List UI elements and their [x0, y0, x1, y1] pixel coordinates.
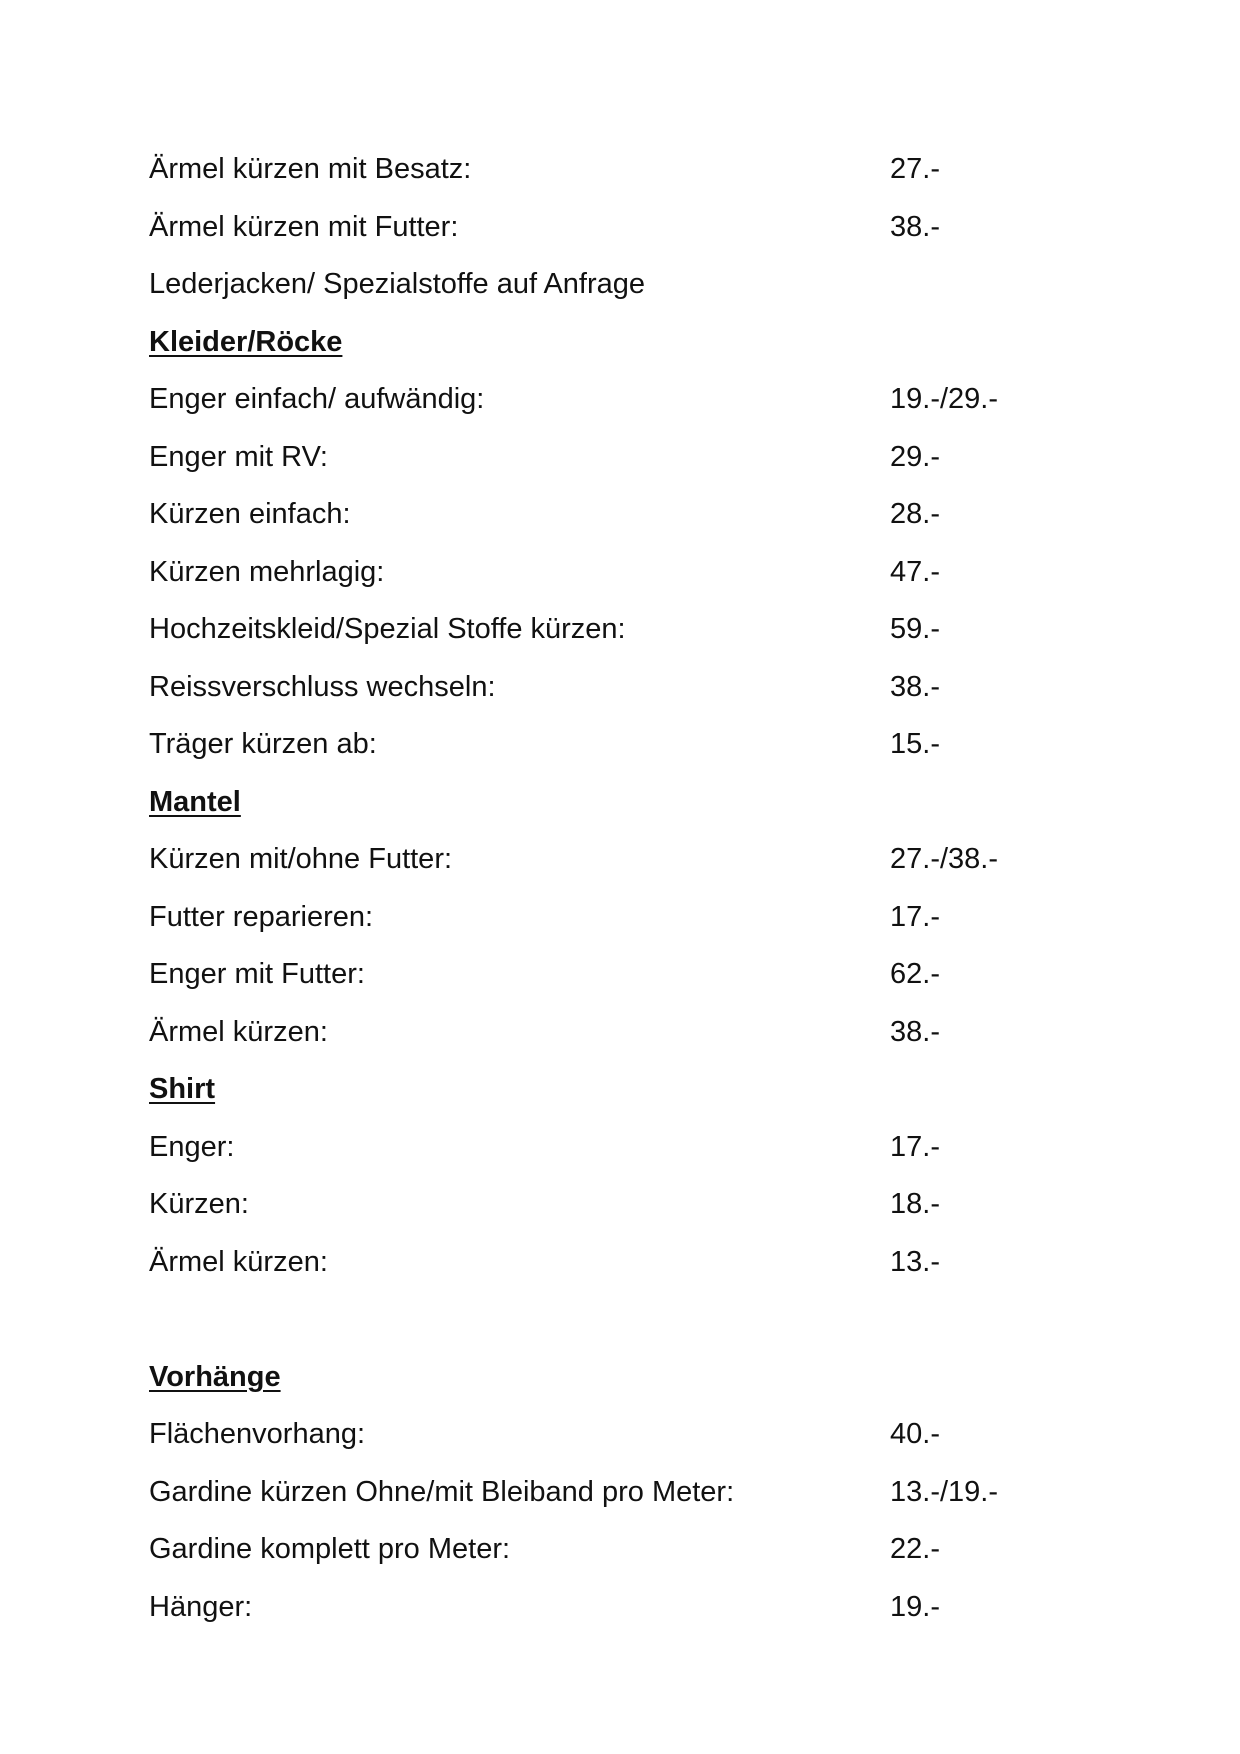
item-price: 62.- — [890, 958, 940, 990]
item-price: 15.- — [890, 728, 940, 760]
list-item — [149, 371, 1109, 429]
item-label: Gardine komplett pro Meter: — [149, 1533, 511, 1565]
item-price: 47.- — [890, 555, 940, 588]
item-price: 18.- — [890, 1188, 940, 1220]
section-heading-label: Shirt — [149, 1073, 216, 1105]
item-label: Ärmel kürzen: — [149, 1015, 328, 1048]
item-price: 28.- — [890, 498, 940, 530]
list-item — [149, 1521, 1109, 1579]
item-label: Kürzen mehrlagig: — [149, 555, 385, 588]
item-price: 19.-/29.- — [890, 383, 998, 415]
section-heading-label: Kleider/Röcke — [149, 325, 343, 358]
item-price: 22.- — [890, 1533, 940, 1565]
item-price: 13.-/19.- — [890, 1475, 998, 1508]
list-item — [149, 486, 1109, 544]
item-label: Hänger: — [149, 1590, 253, 1623]
item-price: 27.- — [890, 153, 940, 185]
item-label: Enger mit RV: — [149, 440, 328, 473]
item-label: Ärmel kürzen mit Futter: — [149, 210, 459, 243]
section-heading-kleider-roecke — [149, 314, 1109, 372]
item-price: 27.-/38.- — [890, 843, 998, 875]
item-price: 38.- — [890, 1015, 940, 1048]
list-item — [149, 1004, 1109, 1062]
list-item — [149, 1234, 1109, 1292]
section-heading-label: Vorhänge — [149, 1360, 281, 1393]
item-label: Träger kürzen ab: — [149, 728, 377, 760]
list-item — [149, 659, 1109, 717]
item-label: Enger mit Futter: — [149, 958, 365, 990]
item-price: 13.- — [890, 1245, 940, 1278]
list-item — [149, 544, 1109, 602]
list-item — [149, 1119, 1109, 1177]
item-label: Kürzen: — [149, 1188, 249, 1220]
price-list — [149, 141, 1109, 1636]
section-heading-vorhaenge — [149, 1349, 1109, 1407]
item-label: Kürzen einfach: — [149, 498, 351, 530]
item-price: 59.- — [890, 613, 940, 645]
section-spacer — [149, 1291, 1109, 1349]
item-label: Hochzeitskleid/Spezial Stoffe kürzen: — [149, 613, 626, 645]
list-item — [149, 946, 1109, 1004]
list-item — [149, 256, 1109, 314]
list-item — [149, 1579, 1109, 1637]
item-price: 17.- — [890, 1130, 940, 1163]
list-item — [149, 141, 1109, 199]
item-price: 17.- — [890, 900, 940, 933]
item-label: Ärmel kürzen mit Besatz: — [149, 153, 472, 185]
item-label: Futter reparieren: — [149, 900, 374, 933]
section-heading-mantel — [149, 774, 1109, 832]
list-item — [149, 601, 1109, 659]
list-item — [149, 199, 1109, 257]
list-item — [149, 1406, 1109, 1464]
item-label: Kürzen mit/ohne Futter: — [149, 843, 453, 875]
item-label: Gardine kürzen Ohne/mit Bleiband pro Meter: — [149, 1475, 735, 1508]
list-item — [149, 716, 1109, 774]
list-item — [149, 429, 1109, 487]
item-label: Lederjacken/ Spezialstoffe auf Anfrage — [149, 268, 646, 300]
item-price: 40.- — [890, 1418, 940, 1450]
item-label: Enger einfach/ aufwändig: — [149, 383, 485, 415]
item-price: 38.- — [890, 670, 940, 703]
item-price: 29.- — [890, 440, 940, 473]
list-item — [149, 831, 1109, 889]
item-price: 38.- — [890, 210, 940, 243]
item-label: Enger: — [149, 1130, 235, 1163]
list-item — [149, 1176, 1109, 1234]
section-heading-label: Mantel — [149, 785, 241, 818]
item-price: 19.- — [890, 1590, 940, 1623]
list-item — [149, 1464, 1109, 1522]
item-label: Ärmel kürzen: — [149, 1245, 328, 1278]
item-label: Flächenvorhang: — [149, 1418, 366, 1450]
item-label: Reissverschluss wechseln: — [149, 670, 496, 703]
section-heading-shirt — [149, 1061, 1109, 1119]
list-item — [149, 889, 1109, 947]
